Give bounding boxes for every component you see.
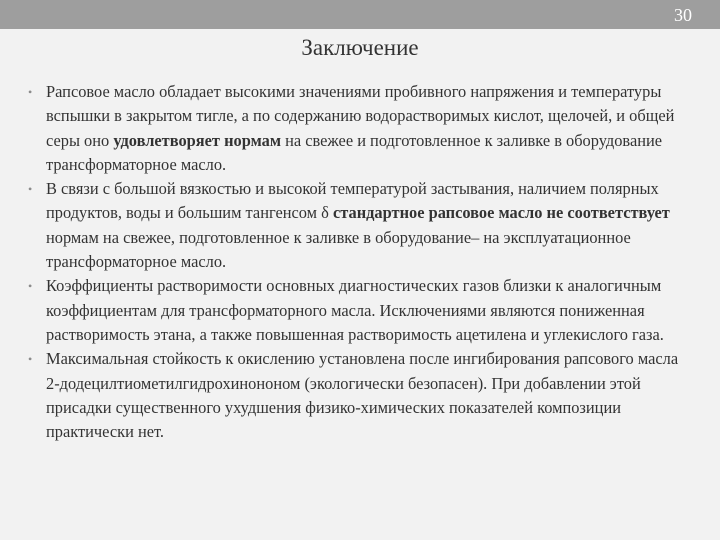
bullet-marker: • [28,182,33,197]
header-bar [0,0,720,29]
bullet-marker: • [28,352,33,367]
bullet-item [22,177,692,274]
text-segment: В связи с большой вязкостью и высокой температурой застывания, наличием полярных продуктов, воды и большим тангенсом δ [46,179,659,223]
bold-segment: стандартное рапсовое масло не соответствует [332,203,670,223]
bullet-text [46,349,678,441]
bullet-item [22,80,692,177]
bullet-text [46,179,670,271]
text-segment: Рапсовое масло обладает высокими значениями пробивного напряжения и температуры вспышки в закрытом тигле, а по содержанию водорастворимых кислот, щелочей, и общей серы оно [46,82,675,150]
slide-number: 30 [674,5,692,25]
bold-segment: удовлетворяет нормам [113,130,281,150]
bullet-marker: • [28,279,33,294]
bullet-item [22,274,692,347]
bullet-item [22,347,692,444]
bullet-text [46,82,674,174]
text-segment: нормам на свежее, подготовленное к заливке в оборудование– на эксплуатационное трансформаторное масло. [46,227,631,272]
bullet-list [22,80,692,444]
text-segment: на свежее и подготовленное к заливке в оборудование трансформаторное масло. [46,130,663,174]
slide-title: Заключение [301,35,419,60]
text-segment: Коэффициенты растворимости основных диагностических газов близки к аналогичным коэффициентам для трансформаторного масла. Исключениями являются пониженная растворимость этана, а также повышенная растворимость ацетилена и углекислого газа. [46,276,664,344]
text-segment: Максимальная стойкость к окислению установлена после ингибирования рапсового масла 2-додецилтиометилгидрохинононом (экологически безопасен). При добавлении этой присадки существенного ухудшения физико-химических показателей композиции практически нет. [46,349,679,442]
bullet-marker: • [28,85,33,99]
bullet-text [46,276,664,344]
